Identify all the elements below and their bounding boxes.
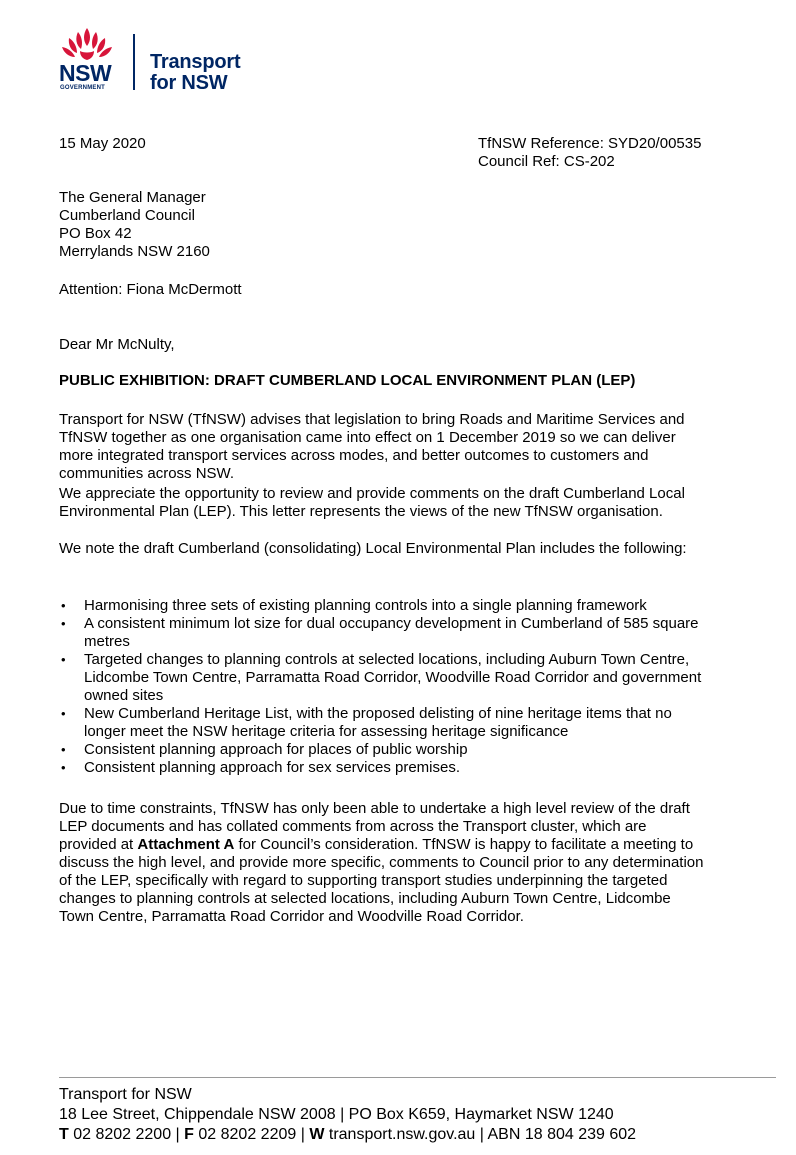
brand-name-line2: for NSW: [150, 72, 228, 94]
phone-value: 02 8202 2200 |: [68, 1126, 185, 1143]
plan-items-list: [59, 597, 701, 777]
list-item-line: • Harmonising three sets of existing planning controls into a single planning framework: [84, 597, 647, 614]
list-item: [59, 741, 701, 759]
recipient-line: Cumberland Council: [59, 207, 195, 224]
paragraph-line: of the LEP, specifically with regard to supporting transport studies underpinning the targeted: [59, 872, 668, 889]
fax-label: F: [184, 1126, 194, 1143]
fax-value: 02 8202 2209 |: [193, 1126, 310, 1143]
paragraph-appreciation: [59, 485, 685, 521]
tfnsw-reference: TfNSW Reference: SYD20/00535: [478, 135, 702, 152]
paragraph-line: more integrated transport services across modes, and better outcomes to customers and: [59, 447, 649, 464]
recipient-line: PO Box 42: [59, 225, 132, 242]
recipient-line: The General Manager: [59, 189, 206, 206]
letter-date: 15 May 2020: [59, 135, 146, 152]
list-item-line: • Consistent planning approach for sex services premises.: [84, 759, 461, 776]
list-item-line: Lidcombe Town Centre, Parramatta Road Corridor, Woodville Road Corridor and government: [84, 669, 702, 686]
list-item-line: • Targeted changes to planning controls at selected locations, including Auburn Town Centre,: [84, 651, 690, 668]
list-item-line: metres: [84, 633, 130, 650]
paragraph-line: Environmental Plan (LEP). This letter represents the views of the new TfNSW organisation.: [59, 503, 663, 520]
government-wordmark: GOVERNMENT: [60, 85, 106, 91]
council-reference: Council Ref: CS-202: [478, 153, 615, 170]
list-item: [59, 759, 701, 777]
footer-divider: [59, 1077, 776, 1078]
nsw-wordmark: NSW: [59, 60, 112, 86]
footer-org: Transport for NSW: [59, 1086, 192, 1103]
list-item-line: • A consistent minimum lot size for dual occupancy development in Cumberland of 585 square: [84, 615, 699, 632]
text-run: provided at: [59, 836, 138, 853]
attention-line: Attention: Fiona McDermott: [59, 281, 242, 298]
list-item-line: • New Cumberland Heritage List, with the proposed delisting of nine heritage items that no: [84, 705, 672, 722]
list-item: [59, 597, 701, 615]
paragraph-line: Town Centre, Parramatta Road Corridor and Woodville Road Corridor.: [59, 908, 524, 925]
list-item: [59, 615, 701, 651]
list-item-line: longer meet the NSW heritage criteria for assessing heritage significance: [84, 723, 569, 740]
text-run: for Council’s consideration. TfNSW is happy to facilitate a meeting to: [234, 836, 694, 853]
subject-heading: PUBLIC EXHIBITION: DRAFT CUMBERLAND LOCAL ENVIRONMENT PLAN (LEP): [59, 372, 636, 389]
attachment-reference: Attachment A: [137, 836, 235, 853]
phone-label: T: [59, 1126, 69, 1143]
web-value: transport.nsw.gov.au | ABN 18 804 239 602: [324, 1126, 637, 1143]
list-item: [59, 651, 701, 705]
list-item: [59, 705, 701, 741]
list-item-line: • Consistent planning approach for places of public worship: [84, 741, 468, 758]
paragraph-line: changes to planning controls at selected locations, including Auburn Town Centre, Lidcombe: [59, 890, 671, 907]
paragraph-line: LEP documents and has collated comments from across the Transport cluster, which are: [59, 818, 647, 835]
paragraph-intro: [59, 411, 685, 483]
paragraph-line: [59, 836, 703, 854]
brand-name-line1: Transport: [150, 51, 241, 73]
footer: [59, 1085, 636, 1145]
recipient-line: Merrylands NSW 2160: [59, 243, 210, 260]
paragraph-line: discuss the high level, and provide more specific, comments to Council prior to any determination: [59, 854, 704, 871]
paragraph-line: Due to time constraints, TfNSW has only been able to undertake a high level review of the draft: [59, 800, 690, 817]
paragraph-note: We note the draft Cumberland (consolidating) Local Environmental Plan includes the following:: [59, 540, 687, 557]
paragraph-line: Transport for NSW (TfNSW) advises that legislation to bring Roads and Maritime Services and: [59, 411, 685, 428]
paragraph-constraints: [59, 800, 703, 926]
footer-contacts: [59, 1125, 636, 1145]
logo-divider: [133, 34, 135, 90]
reference-block: [478, 135, 701, 171]
paragraph-line: We appreciate the opportunity to review and provide comments on the draft Cumberland Local: [59, 485, 685, 502]
paragraph-line: communities across NSW.: [59, 465, 235, 482]
recipient-address: [59, 189, 210, 261]
footer-address: 18 Lee Street, Chippendale NSW 2008 | PO Box K659, Haymarket NSW 1240: [59, 1106, 614, 1123]
list-item-line: owned sites: [84, 687, 164, 704]
paragraph-line: TfNSW together as one organisation came into effect on 1 December 2019 so we can deliver: [59, 429, 676, 446]
salutation: Dear Mr McNulty,: [59, 336, 175, 353]
web-label: W: [309, 1126, 325, 1143]
